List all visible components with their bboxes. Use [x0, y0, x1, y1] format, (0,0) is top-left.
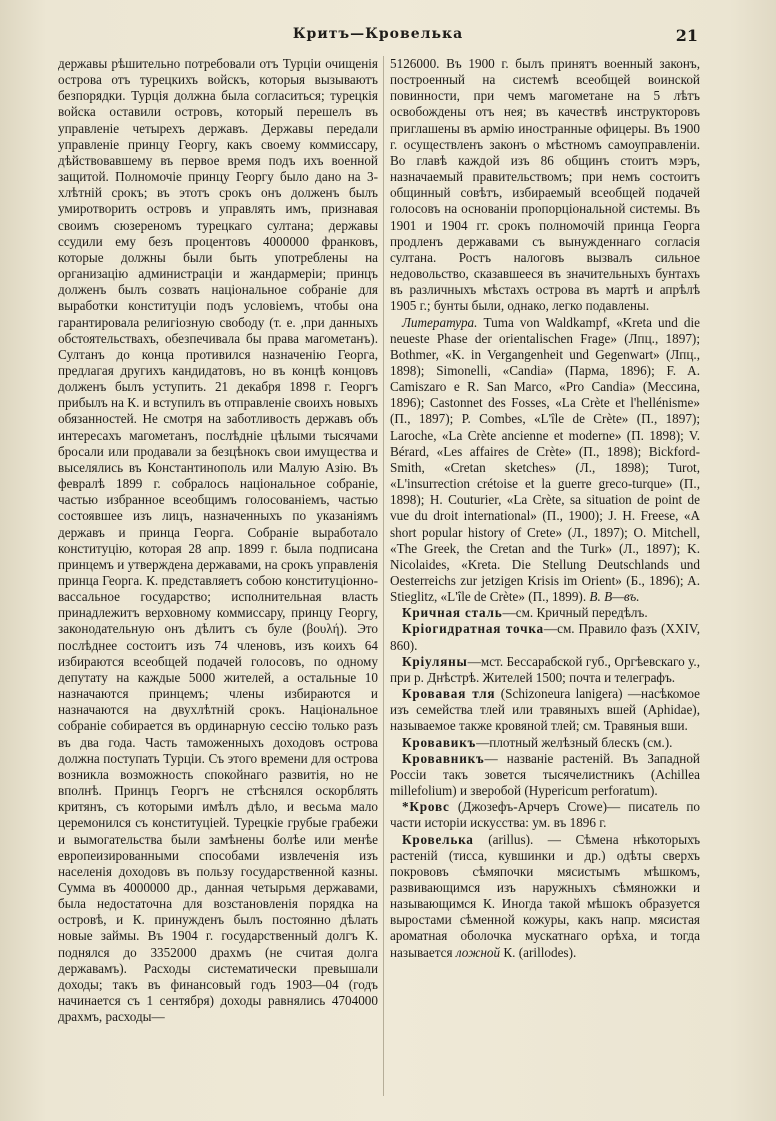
running-head: Критъ—Кровелька [292, 26, 464, 42]
headword: Кріогидратная точка [402, 621, 544, 637]
entry-krichnaya-stal [390, 605, 700, 621]
entry-text: (Джозефъ-Арчеръ Crowe)— писатель по части исторіи искусства: ум. въ 1896 г. [390, 799, 700, 831]
entry-text: —см. Кричный передѣлъ. [502, 605, 648, 621]
paragraph-crete-continued: 5126000. Въ 1900 г. былъ принятъ военный законъ, построенный на системѣ всеобщей воинской повинности, при чемъ магометане на 5 лѣтъ освобождены отъ нея; въ качествѣ инструкторовъ приглашены въ армію иностранные офицеры. Въ 1900 г. осуществленъ законъ о мѣстномъ самоуправленіи. Во главѣ каждой изъ 86 общинъ стоитъ мэръ, назначаемый правительствомъ; при немъ состоитъ общинный совѣтъ, избираемый всеобщей подачей голосовъ на основаніи пропорціональной системы. Въ 1901 и 1904 гг. срокъ полномочій принца Георга продленъ державами съ вынужденнаго согласія султана. Ростъ налоговъ вызвалъ сильное недовольство, сказавшееся въ значительныхъ бунтахъ въ различныхъ мѣстахъ острова въ мартѣ и апрѣлѣ 1905 г.; бунты были, однако, легко подавлены. [390, 56, 700, 314]
entry-krovavik [390, 735, 700, 751]
entry-text-end: К. (arillodes). [503, 944, 577, 960]
entry-krovelka [390, 832, 700, 961]
left-column [58, 56, 378, 1025]
entry-krovs [390, 799, 700, 831]
entry-text: (Schizoneura lanigera) —насѣкомое изъ семейства тлей или травяныхъ вшей (Aphidae), называемое также кровяной тлей; см. Травяныя вши. [390, 686, 701, 734]
headword: Кріуляны [402, 653, 468, 669]
headword: Кровавикъ [402, 734, 477, 750]
entry-text: —см. Правило фазъ (XXIV, 860). [390, 621, 700, 653]
entry-kriogidratnaya-tochka [390, 621, 700, 653]
headword: *Кровс [402, 799, 450, 815]
author-signature: В. В—въ. [589, 589, 640, 605]
literature-text: Tuma von Waldkampf, «Kreta und die neueste Phase der orientalischen Frage» (Лпц., 1897); Bothmer, «K. in Vergangenheit und Gegenwart» (Лпц., 1898); Simonelli, «Candia» (Парма, 1896); F. A. Camiszaro e R. San Marco, «Pro Candia» (Мессина, 1896); Castonnet des Fosses, «La Crète et l'hellénisme» (П., 1897); P. Combes, «L'île de Crète» (П., 1897); Laroche, «La Crète ancienne et moderne» (П. 1898); V. Bérard, «Les affaires de Crète» (П., 1898); Bickford-Smith, «Cretan sketches» (Л., 1898); Turot, «L'insurrection crétoise et la guerre greco-turque» (П., 1898); H. Couturier, «La Crète, sa situation de point de vue du droit international» (П., 1900); J. H. Freese, «A short popular history of Crete» (Л., 1897); O. Mitchell, «The Greek, the Cretan and the Turk» (Л., 1897); K. Nicolaides, «Kreta. Die Stellung Deutschlands und Oesterreichs zur jetzigen Krisis im Orient» (Б., 1896); A. Stieglitz, «L'île de Crète» (П., 1899). [390, 314, 700, 605]
italic-term: ложной [455, 944, 501, 960]
entry-text: —плотный желѣзный блескъ (см.). [476, 734, 673, 750]
paragraph-crete-history: державы рѣшительно потребовали отъ Турціи очищенія острова отъ турецкихъ войскъ, которыя вызываютъ безпорядки. Турція должна была согласиться; турецкія войска оставили островъ, который перешелъ въ управленіе четырехъ державъ. Державы передали управленіе принцу Георгу, какъ своему коммиссару, дѣйствовавшему въ первое время подъ ихъ военной защитой. Полномочіе принцу Георгу было дано на 3-хлѣтній срокъ; въ этотъ срокъ онъ долженъ былъ умиротворить островъ и управлять имъ, признавая своимъ сюзереномъ турецкаго султана; державы ссудили ему безъ процентовъ 4000000 франковъ, которые должны были быть употреблены на организацію администраціи и жандармеріи; принцъ долженъ былъ созвать національное собраніе для выработки конституціи подъ условіемъ, чтобы она гарантировала религіозную свободу (т. е. ,при данныхъ обстоятельствахъ, обезпечивала бы права магометанъ). Султанъ до конца противился назначенію Георга, предлагая другихъ кандидатовъ, но въ концѣ концовъ долженъ былъ уступить. 21 декабря 1898 г. Георгъ прибылъ на К. и вступилъ въ отправленіе своихъ новыхъ обязанностей. Не смотря на заботливость державъ объ интересахъ магометанъ, послѣдніе цѣлыми тысячами бросали или продавали за безцѣнокъ свои имущества и выселялись въ Константинополь или Малую Азію. Въ февралѣ 1899 г. собралось національное собраніе, частью избранное всеобщимъ голосованіемъ, частью состоявшее изъ лицъ, назначенныхъ по указаніямъ державъ и принца Георга. Собраніе выработало конституцію, которая 28 апр. 1899 г. была подписана принцемъ и утверждена державами, на срокъ управленія принца Георга. К. представляетъ собою конституціонно-вассальное государство; исполнительная власть принадлежитъ верховному коммиссару, принцу Георгу, законодательную онъ дѣлитъ съ буле (βουλή). Это послѣднее состоитъ изъ 74 членовъ, изъ коихъ 64 избираются всеобщей подачей голосовъ, по одному депутату на каждые 5000 жителей, а остальные 10 назначаются принцемъ; члены избираются и назначаются на двухлѣтній срокъ. Національное собраніе собирается въ ординарную сессію только разъ въ два года. Часть таможенныхъ доходовъ острова должна поступать Турціи. Съ этого времени для острова возникла возможность спокойнаго развитія, но не вполнѣ. Принцъ Георгъ не стѣснялся оскорблять критянъ, съ которыми имѣлъ дѣло, и весьма мало церемонился съ конституціей. Турецкіе грубые грабежи и вымогательства были замѣнены болѣе или менѣе европеизированными способами извлеченія изъ населенія доходовъ въ пользу государственной казны. Сумма въ 4000000 др., данная четырьмя державами, была недостаточна для возстановленія порядка на островѣ, и К. принужденъ былъ постоянно дѣлать новые займы. Въ 1904 г. государственный долгъ К. поднялся до 3352000 драхмъ (не считая долга державамъ). Расходы систематически превышали доходы; такъ въ финансовый годъ 1903—04 (годъ начинается съ 1 сентября) доходы равнялись 4704000 драхмъ, расходы— [58, 56, 378, 1025]
page-header [58, 26, 698, 48]
entry-krovavnik [390, 751, 700, 799]
literature-label: Литература. [402, 314, 478, 330]
entry-text: —мст. Бессарабской губ., Оргѣевскаго у., при р. Днѣстрѣ. Жителей 1500; почта и телеграфъ. [390, 653, 700, 685]
headword: Кровелька [402, 831, 474, 847]
entry-text: (arillus). — Сѣмена нѣкоторыхъ растеній (тисса, кувшинки и др.) одѣты сверхъ покрововъ сѣмяпочки мясистымъ мѣшкомъ, развивающимся изъ наружныхъ сѣмяножки и называющимся К. Иногда такой мѣшокъ образуется выростами сѣменной кожуры, какъ напр. мясистая ароматная оболочка мускатнаго орѣха, и тогда называется [390, 831, 701, 960]
column-divider [383, 56, 384, 1096]
page-number: 21 [675, 26, 698, 45]
right-column [390, 56, 700, 961]
headword: Кровавая тля [402, 686, 496, 702]
entry-kriulyany [390, 654, 700, 686]
entry-krovavaya-tlya [390, 686, 700, 734]
entry-text: — названіе растеній. Въ Западной Россіи такъ зовется тысячелистникъ (Achillea millefolium) и зверобой (Hypericum perforatum). [390, 750, 700, 799]
literature-block [390, 315, 700, 606]
headword: Кричная сталь [402, 605, 503, 621]
headword: Кровавникъ [402, 750, 485, 766]
